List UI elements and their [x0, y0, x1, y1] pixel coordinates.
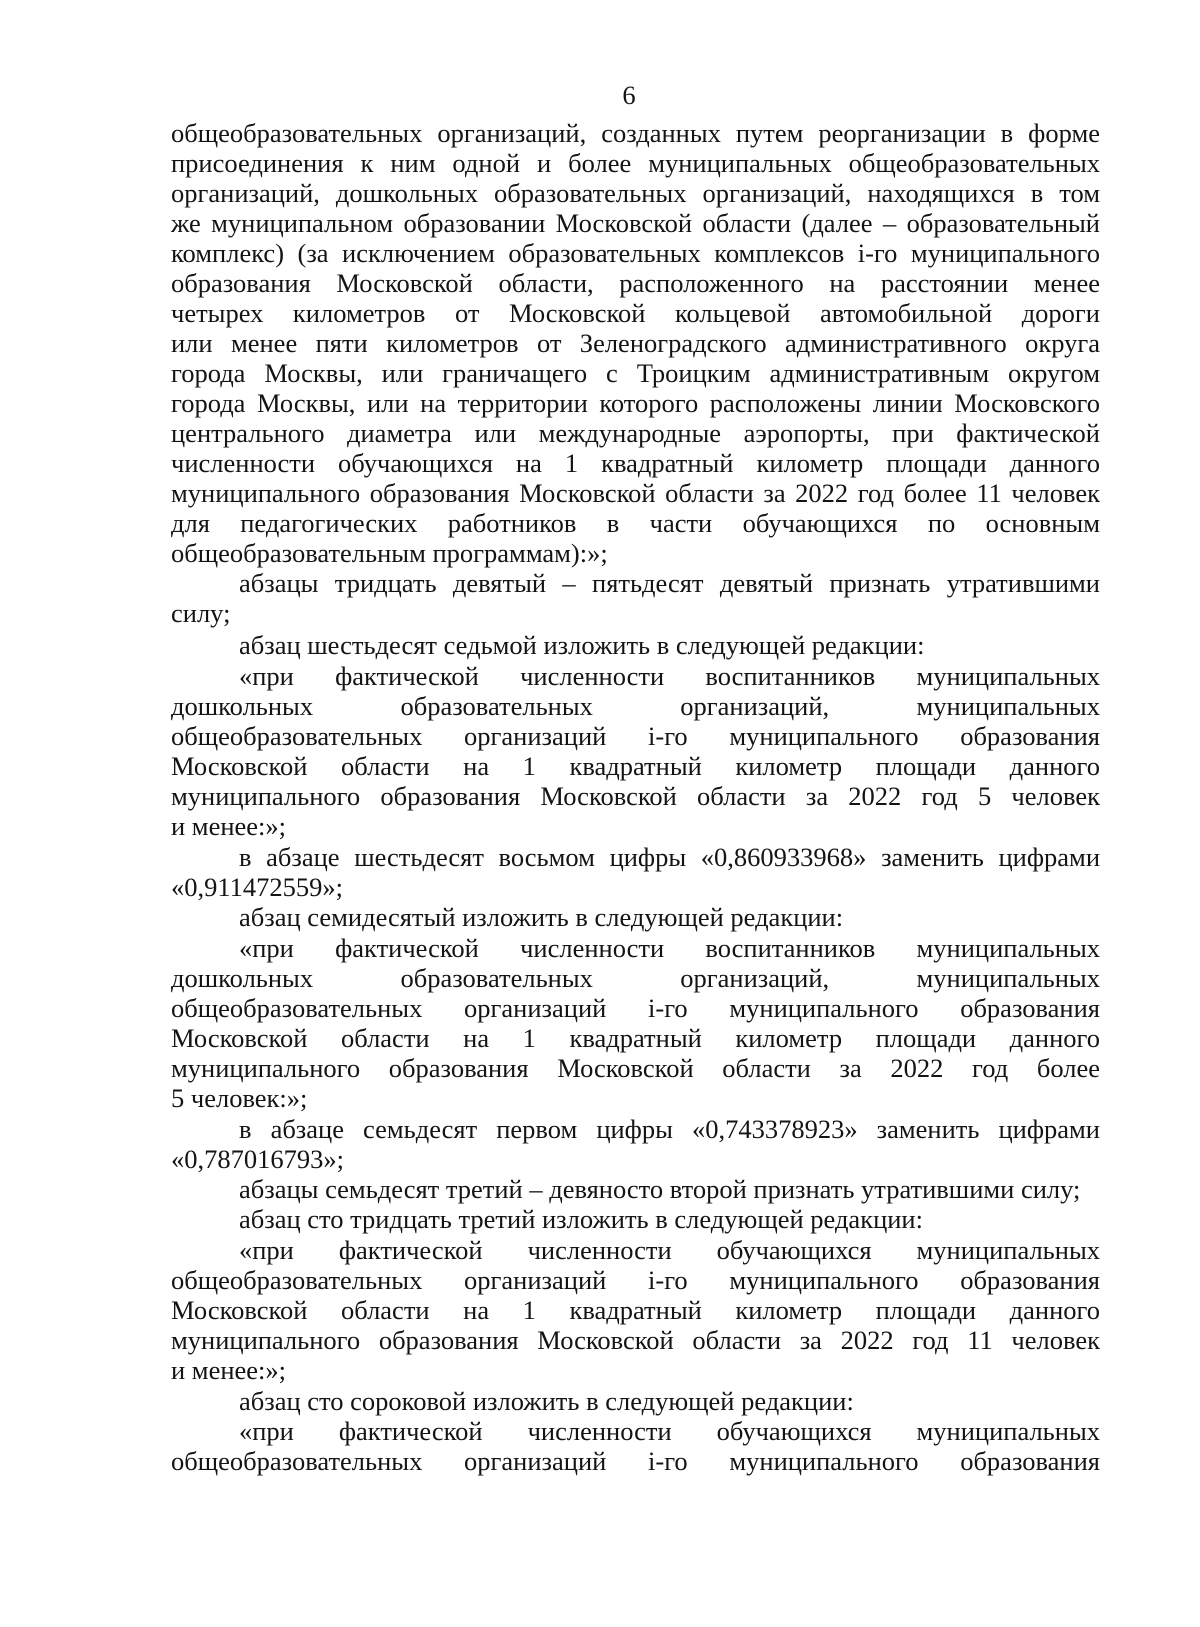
text-line: «0,911472559»;: [171, 872, 344, 902]
text-line: «при фактической численности воспитанников муниципальных: [239, 661, 1100, 691]
page-number: 6: [622, 80, 636, 110]
text-line: муниципального образования Московской области за 2022 год более 11 человек: [171, 478, 1100, 508]
text-line: численности обучающихся на 1 квадратный километр площади данного: [171, 448, 1100, 478]
text-line: Московской области на 1 квадратный километр площади данного: [171, 1295, 1100, 1325]
text-line: и менее:»;: [171, 1355, 287, 1385]
text-line: общеобразовательным программам):»;: [171, 538, 608, 568]
text-line: для педагогических работников в части обучающихся по основным: [171, 508, 1100, 538]
text-line: абзац сто тридцать третий изложить в следующей редакции:: [239, 1204, 923, 1234]
text-line: и менее:»;: [171, 811, 287, 841]
text-line: абзац сто сороковой изложить в следующей редакции:: [239, 1386, 854, 1416]
text-line: «при фактической численности воспитанников муниципальных: [239, 933, 1100, 963]
text-line: общеобразовательных организаций i-го муниципального образования: [171, 721, 1100, 751]
text-line: муниципального образования Московской области за 2022 год 11 человек: [171, 1325, 1100, 1355]
text-line: «0,787016793»;: [171, 1144, 344, 1174]
text-line: дошкольных образовательных организаций, муниципальных: [171, 963, 1100, 993]
text-line: в абзаце шестьдесят восьмом цифры «0,860933968» заменить цифрами: [239, 842, 1100, 872]
text-line: силу;: [171, 598, 231, 628]
text-line: города Москвы, или граничащего с Троицким административным округом: [171, 358, 1100, 388]
text-line: присоединения к ним одной и более муниципальных общеобразовательных: [171, 148, 1100, 178]
text-line: общеобразовательных организаций i-го муниципального образования: [171, 993, 1100, 1023]
text-line: же муниципальном образовании Московской области (далее – образовательный: [171, 208, 1100, 238]
text-line: дошкольных образовательных организаций, муниципальных: [171, 691, 1100, 721]
text-line: муниципального образования Московской области за 2022 год 5 человек: [171, 781, 1100, 811]
text-line: муниципального образования Московской области за 2022 год более: [171, 1053, 1100, 1083]
text-line: «при фактической численности обучающихся муниципальных: [239, 1235, 1100, 1265]
text-line: абзацы семьдесят третий – девяносто второй признать утратившими силу;: [239, 1174, 1081, 1204]
text-line: Московской области на 1 квадратный километр площади данного: [171, 1023, 1100, 1053]
text-line: общеобразовательных организаций i-го муниципального образования: [171, 1446, 1100, 1476]
text-line: или менее пяти километров от Зеленоградского административного округа: [171, 328, 1100, 358]
text-line: Московской области на 1 квадратный километр площади данного: [171, 751, 1100, 781]
text-line: абзацы тридцать девятый – пятьдесят девятый признать утратившими: [239, 568, 1100, 598]
text-line: комплекс) (за исключением образовательных комплексов i-го муниципального: [171, 238, 1100, 268]
text-line: общеобразовательных организаций, созданных путем реорганизации в форме: [171, 118, 1100, 148]
text-line: 5 человек:»;: [171, 1083, 308, 1113]
text-line: организаций, дошкольных образовательных организаций, находящихся в том: [171, 178, 1100, 208]
text-line: «при фактической численности обучающихся муниципальных: [239, 1416, 1100, 1446]
text-line: центрального диаметра или международные аэропорты, при фактической: [171, 418, 1100, 448]
text-line: общеобразовательных организаций i-го муниципального образования: [171, 1265, 1100, 1295]
text-line: в абзаце семьдесят первом цифры «0,743378923» заменить цифрами: [239, 1114, 1100, 1144]
text-line: четырех километров от Московской кольцевой автомобильной дороги: [171, 298, 1100, 328]
text-line: абзац семидесятый изложить в следующей редакции:: [239, 902, 844, 932]
text-line: абзац шестьдесят седьмой изложить в следующей редакции:: [239, 630, 925, 660]
text-line: города Москвы, или на территории которого расположены линии Московского: [171, 388, 1100, 418]
text-line: образования Московской области, расположенного на расстоянии менее: [171, 268, 1100, 298]
